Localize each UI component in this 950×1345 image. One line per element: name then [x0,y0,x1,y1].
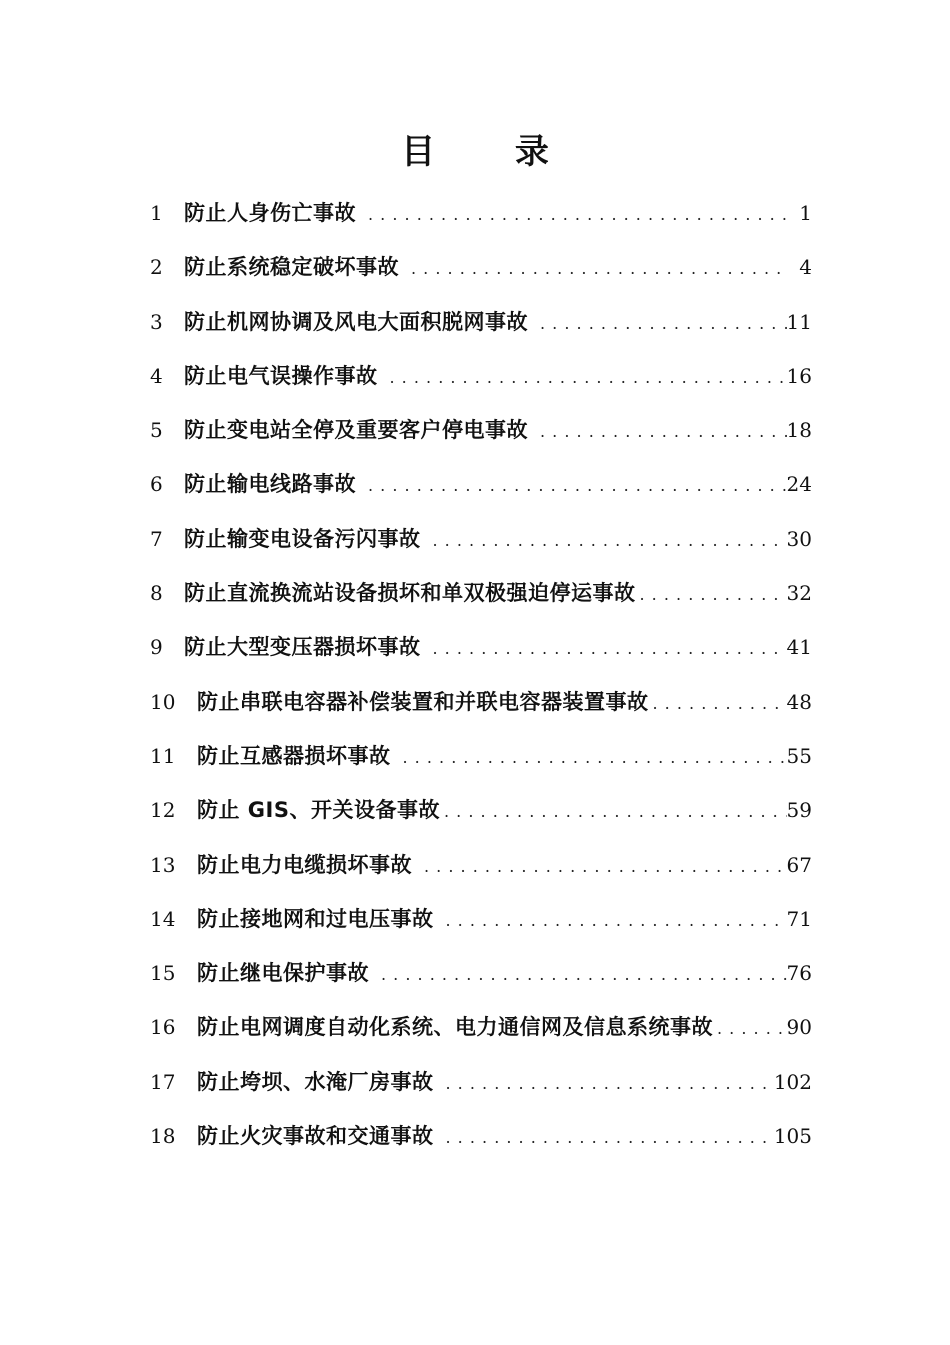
toc-entry-number: 4 [150,363,163,388]
toc-entry-title: 防止系统稳定破坏事故 [184,255,399,280]
toc-entry-number: 11 [150,743,176,768]
toc-entry-title: 防止大型变压器损坏事故 [184,635,421,660]
toc-entry-title: 防止垮坝、水淹厂房事故 [197,1069,434,1094]
toc-entry-title: 防止输变电设备污闪事故 [184,526,421,551]
toc-entry-number: 13 [150,852,176,877]
dot-leader [421,514,787,568]
toc-entry[interactable] [150,783,812,837]
toc-entry-page: 71 [786,906,812,931]
toc-entry-page: 67 [786,852,812,877]
toc-entry-number: 9 [150,635,163,660]
toc-entry[interactable] [150,946,812,1000]
toc-entry-title: 防止直流换流站设备损坏和单双极强迫停运事故 [184,581,636,606]
toc-entry-number: 5 [150,418,163,443]
dot-leader [434,1057,773,1111]
toc-list [150,186,812,1163]
dot-leader [412,840,787,894]
toc-entry[interactable] [150,349,812,403]
toc-entry-page: 102 [773,1069,812,1094]
toc-entry-title: 防止电网调度自动化系统、电力通信网及信息系统事故 [197,1015,713,1040]
dot-leader [649,677,787,731]
toc-entry-page: 1 [799,201,812,225]
toc-entry-title: 防止互感器损坏事故 [197,743,391,768]
toc-entry[interactable] [150,1109,812,1163]
toc-entry-number: 12 [150,798,176,823]
toc-entry[interactable] [150,838,812,892]
page-title: 目 录 [401,132,583,172]
dot-leader [528,297,787,351]
dot-leader [356,459,787,513]
toc-entry-number: 2 [150,255,163,280]
toc-entry[interactable] [150,403,812,457]
toc-entry-title: 防止接地网和过电压事故 [197,906,434,931]
toc-entry-page: 41 [786,635,812,660]
toc-entry-title: 防止电气误操作事故 [184,363,378,388]
toc-entry-page: 16 [786,363,812,388]
toc-entry-page: 105 [773,1124,812,1149]
toc-entry-page: 32 [786,581,812,606]
toc-entry-title: 防止输电线路事故 [184,472,356,497]
toc-entry-number: 18 [150,1124,176,1149]
toc-entry-page: 76 [786,961,812,986]
toc-entry[interactable] [150,1055,812,1109]
toc-entry-page: 30 [786,526,812,551]
dot-leader [391,731,787,785]
toc-entry[interactable] [150,240,812,294]
toc-entry-number: 15 [150,961,176,986]
dot-leader [636,568,787,622]
toc-entry-title: 防止变电站全停及重要客户停电事故 [184,418,528,443]
toc-entry-page: 59 [786,798,812,823]
toc-entry[interactable] [150,566,812,620]
toc-entry-page: 90 [786,1015,812,1040]
toc-entry-number: 7 [150,526,163,551]
toc-entry-page: 11 [786,309,812,334]
dot-leader [440,785,787,839]
toc-entry[interactable] [150,620,812,674]
toc-entry[interactable] [150,295,812,349]
dot-leader [399,242,788,296]
toc-entry-title: 防止串联电容器补偿装置和并联电容器装置事故 [197,689,649,714]
toc-entry-title: 防止人身伤亡事故 [184,201,356,225]
dot-leader [421,622,787,676]
dot-leader [369,948,787,1002]
dot-leader [713,1002,787,1056]
toc-entry-number: 1 [150,201,163,225]
toc-entry-number: 6 [150,472,163,497]
toc-entry-page: 48 [786,689,812,714]
toc-entry[interactable] [150,1000,812,1054]
dot-leader [528,405,787,459]
dot-leader [378,351,787,405]
toc-entry-number: 14 [150,906,176,931]
toc-entry-page: 4 [799,255,812,280]
toc-entry-number: 16 [150,1015,176,1040]
toc-entry-page: 55 [786,743,812,768]
toc-entry[interactable] [150,892,812,946]
dot-leader [434,1111,773,1165]
toc-entry-page: 24 [786,472,812,497]
toc-entry-number: 8 [150,581,163,606]
toc-entry[interactable] [150,729,812,783]
toc-entry-title: 防止火灾事故和交通事故 [197,1124,434,1149]
toc-entry-title: 防止 GIS、开关设备事故 [197,798,440,823]
dot-leader [434,894,787,948]
toc-entry-number: 3 [150,309,163,334]
toc-entry[interactable] [150,675,812,729]
toc-entry-title: 防止机网协调及风电大面积脱网事故 [184,309,528,334]
toc-entry[interactable] [150,457,812,511]
toc-entry-number: 17 [150,1069,176,1094]
dot-leader [356,188,788,242]
toc-entry-title: 防止电力电缆损坏事故 [197,852,412,877]
toc-entry[interactable] [150,512,812,566]
toc-entry-number: 10 [150,689,176,714]
toc-entry[interactable] [150,186,812,240]
toc-entry-title: 防止继电保护事故 [197,961,369,986]
toc-entry-page: 18 [786,418,812,443]
